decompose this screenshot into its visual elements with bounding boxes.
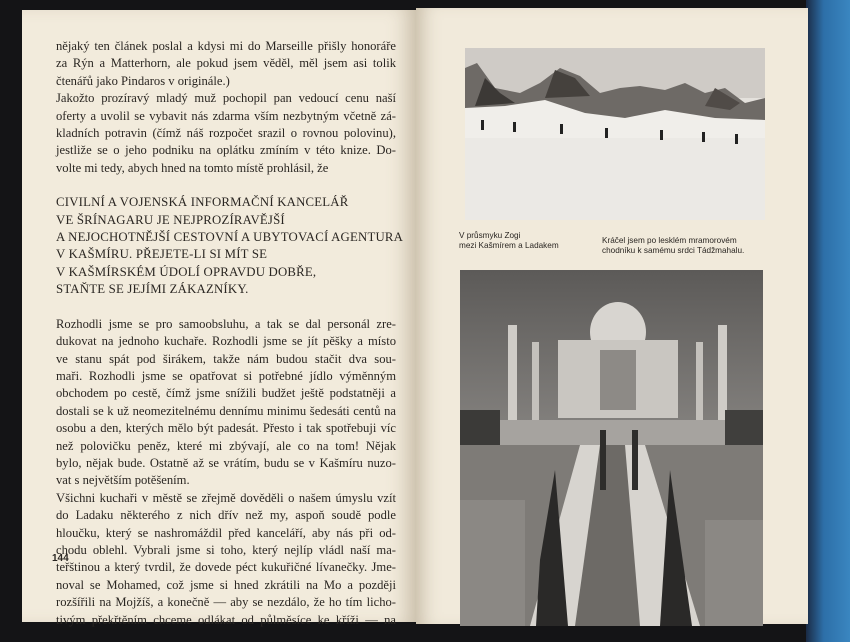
text-line: hloučku, který se nashromáždil před kanceláří, aby nás při od- — [56, 525, 396, 540]
text-line: maři. Rozhodli jsme se opatřovat si potřebné jídlo výměnným — [56, 368, 396, 383]
paragraph-4 — [56, 490, 396, 629]
text-line: do Ladaku některého z nich dřív než my, aspoň soudě podle — [56, 508, 396, 523]
text-line: volte mi tedy, abych hned na tomto místě prohlásil, že — [56, 160, 329, 175]
text-line: V KAŠMÍRSKÉM ÚDOLÍ OPRAVDU DOBŘE, — [56, 264, 317, 279]
text-line: A NEJOCHOTNĚJŠÍ CESTOVNÍ A UBYTOVACÍ AGENTURA — [56, 230, 404, 245]
text-line: bylo, nějak bude. Ostatně až se vrátím, budu se v Kašmíru nuzo- — [56, 455, 396, 470]
text-line: Rozhodli jsme se pro samoobsluhu, a tak se dal personál zre- — [56, 316, 396, 331]
text-line: tivým překřtěním chceme odlákat od půlměsíce ke kříži — na — [56, 612, 396, 627]
text-line: chodu oblehl. Vybrali jsme si toho, který nejlíp vládl naší ma- — [56, 542, 396, 557]
paragraph-3 — [56, 316, 396, 490]
text-line: VE ŠRÍNAGARU JE NEJPROZÍRAVĚJŠÍ — [56, 212, 285, 227]
text-line: jestliže se o jeho podniku na oplátku zmíním v této knize. Do- — [56, 143, 396, 158]
caption-line: Kráčel jsem po lesklém mramorovém — [602, 236, 737, 245]
text-line: obchodem po cestě, čímž jsme snížili budžet ještě podstatněji a — [56, 386, 396, 401]
text-line: osobu a den, kterých mělo být padesát. Přesto i tak spotřebuji víc — [56, 421, 396, 436]
text-line: CIVILNÍ A VOJENSKÁ INFORMAČNÍ KANCELÁŘ — [56, 195, 349, 210]
text-line: V KAŠMÍRU. PŘEJETE-LI SI MÍT SE — [56, 247, 268, 262]
caption-taj-mahal — [602, 236, 744, 256]
photo-taj-mahal — [460, 270, 763, 626]
caption-mountain-pass — [459, 231, 559, 251]
text-line: Všichni kuchaři v městě se zřejmě dověděli o našem úmyslu vzít — [56, 490, 396, 505]
text-line: teřštinou a který tvrdil, že dovede péct kukuřičné lívanečky. Jme- — [56, 560, 396, 575]
text-line: nějaký ten článek poslal a kdysi mi do Marseille přišly honoráře — [56, 39, 396, 53]
caps-announcement — [56, 194, 404, 298]
text-line: Jakožto prozíravý mladý muž pochopil pan vedoucí cenu naší — [56, 91, 396, 106]
text-line: ve stanu spát pod širákem, takže nám budou stačit dva sou- — [56, 351, 396, 366]
paragraph-1 — [56, 38, 396, 90]
text-line: STAŇTE SE JEJÍMI ZÁKAZNÍKY. — [56, 282, 249, 297]
paragraph-2 — [56, 90, 396, 177]
text-line: dostali se k už neomezitelnému dennímu minimu šedesáti centů na — [56, 403, 396, 418]
caption-line: V průsmyku Zogi — [459, 231, 521, 240]
text-line: než polovičku peněz, které mi zbývají, ale co na tom! Nějak — [56, 438, 396, 453]
caption-line: chodníku k samému srdci Tádžmahalu. — [602, 246, 745, 255]
text-line: čtenářů jako Pindaros v originále.) — [56, 73, 230, 88]
background-book-edge — [806, 0, 850, 642]
caption-line: mezi Kašmírem a Ladakem — [459, 241, 559, 250]
text-line: za Rýn a Matterhorn, ale pokud jsem věděl, měl jsem asi tolik — [56, 56, 396, 71]
text-line: rozšířili na Mojžíš, a konečně — aby se nezdálo, že ho tím licho- — [56, 595, 396, 610]
right-page — [416, 8, 808, 624]
page-number: 144 — [52, 553, 69, 564]
left-page-text — [56, 38, 404, 629]
text-line: oferty a uvolil se vybavit nás zdarma vším nezbytným včetně zá- — [56, 108, 396, 123]
text-line: vat s největším potěšením. — [56, 473, 190, 488]
text-line: kladních potravin (čímž náš rozpočet srazil o rovnou polovinu), — [56, 126, 396, 141]
text-line: noval se Mohamed, což jsme si hned zkrátili na Mo a později — [56, 577, 396, 592]
photo-mountain-pass — [465, 48, 765, 220]
text-line: dukovat na jednoho kuchaře. Rozhodli jsme se jít pěšky a místo — [56, 334, 396, 349]
left-page — [22, 10, 416, 627]
